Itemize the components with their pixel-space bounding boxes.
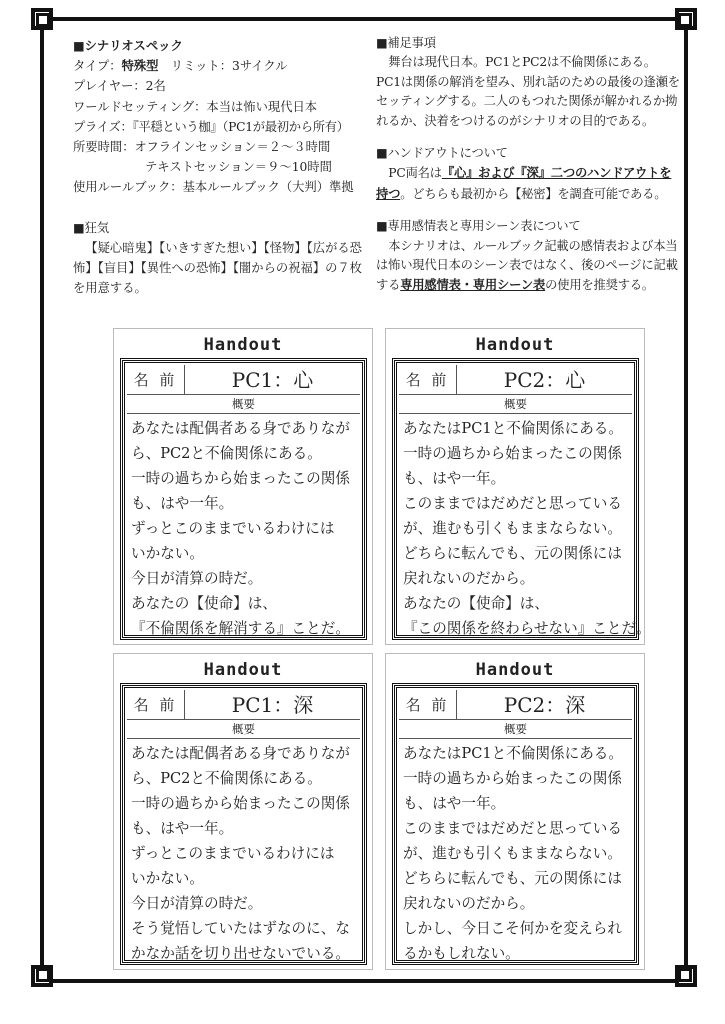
spec-players: プレイヤー：2名 — [73, 79, 166, 94]
handout-name: PC2：深 — [503, 693, 586, 717]
handout-card — [385, 653, 645, 970]
handout-line: ら、PC2と不倫関係にある。 — [131, 445, 322, 462]
text: 。どちらも最初から【秘密】を調査可能である。 — [400, 186, 667, 201]
name-label: 名 前 — [399, 690, 457, 719]
summary-label: 概要 — [399, 720, 632, 739]
name-label: 名 前 — [127, 690, 185, 719]
handout-box — [392, 683, 639, 965]
name-label: 名 前 — [399, 365, 457, 394]
handout-line: 『不倫関係を解消する』ことだ。 — [131, 620, 350, 637]
summary-label: 概要 — [127, 395, 360, 414]
text: PC両名は — [388, 166, 442, 181]
handout-line: あなたはPC1と不倫関係にある。 — [403, 420, 623, 437]
handout-line: 一時の過ちから始まったこの関係 — [131, 795, 350, 812]
handout-line: しかし、今日こそ何かを変えられ — [403, 920, 622, 937]
corner-ornament — [31, 8, 53, 30]
notes-column — [376, 34, 680, 296]
handout-line: が、進むも引くもままならない。 — [403, 845, 622, 862]
handout-line: も、はや一年。 — [403, 795, 506, 812]
handout-title: Handout — [203, 660, 283, 680]
handout-line: も、はや一年。 — [131, 820, 234, 837]
handout-line: そう覚悟していたはずなのに、な — [131, 920, 350, 937]
handout-card — [113, 328, 373, 645]
spec-heading: ■シナリオスペック — [73, 38, 183, 53]
handout-card — [385, 328, 651, 645]
handout-line: も、はや一年。 — [403, 470, 506, 487]
handout-line: ずっとこのままでいるわけには — [131, 520, 335, 537]
handout-line: 戻れないのだから。 — [403, 570, 535, 587]
handout-line: 一時の過ちから始まったこの関係 — [403, 445, 622, 462]
handout-line: 今日が清算の時だ。 — [131, 570, 263, 587]
handout-line: どちらに転んでも、元の関係には — [403, 870, 622, 887]
handout-line: このままではだめだと思っている — [403, 495, 622, 512]
handout-box — [120, 358, 367, 640]
summary-label: 概要 — [127, 720, 360, 739]
handout-heading: ■ハンドアウトについて — [376, 146, 508, 161]
handout-box — [120, 683, 367, 965]
emphasis: 『心』および『深』二つのハンドアウトを持つ — [376, 165, 672, 201]
corner-ornament — [31, 965, 53, 987]
type-label: タイプ： — [73, 59, 122, 74]
handout-line: るかもしれない。 — [403, 945, 520, 962]
handout-line: 一時の過ちから始まったこの関係 — [131, 470, 350, 487]
spec-type — [73, 56, 363, 76]
handout-line: あなたの【使命】は、 — [131, 595, 277, 612]
handout-line: どちらに転んでも、元の関係には — [403, 545, 622, 562]
spec-prize: プライズ：『平穏という枷』（PC1が最初から所有） — [73, 119, 349, 134]
handout-body — [399, 739, 632, 966]
summary-label: 概要 — [399, 395, 632, 414]
handout-line: も、はや一年。 — [131, 495, 234, 512]
handout-name: PC1：心 — [231, 368, 314, 392]
text: 本シナリオは、ルールブック記載の感情表および本当は怖い現代日本のシーン表ではなく、後のページに記載する — [376, 238, 678, 293]
madness-text: 【疑心暗鬼】【いきすぎた想い】【怪物】【広がる恐怖】【盲目】【異性への恐怖】【闇からの祝福】の７枚を用意する。 — [73, 240, 362, 296]
handout-line: いかない。 — [131, 870, 204, 887]
handout-line: ら、PC2と不倫関係にある。 — [131, 770, 322, 787]
handout-line: このままではだめだと思っている — [403, 820, 622, 837]
supp-text: 舞台は現代日本。PC1とPC2は不倫関係にある。PC1は関係の解消を望み、別れ話のための最後の逢瀬をセッティングする。二人のもつれた関係が解かれるか拗れるか、決着をつけるのがシナリオの目的である。 — [376, 55, 680, 128]
handout-name: PC1：深 — [231, 693, 314, 717]
supp-heading: ■補足事項 — [376, 36, 436, 50]
madness-heading: ■狂気 — [73, 220, 110, 235]
handout-body — [127, 414, 360, 641]
handout-body — [127, 739, 360, 966]
spec-time-text: テキストセッション＝９～10時間 — [145, 160, 332, 175]
handout-title: Handout — [475, 660, 555, 680]
emphasis: 専用感情表・専用シーン表 — [400, 277, 546, 293]
handout-line: いかない。 — [131, 545, 204, 562]
handout-line: 戻れないのだから。 — [403, 895, 535, 912]
handout-line: が、進むも引くもままならない。 — [403, 520, 622, 537]
handout-title: Handout — [203, 335, 283, 355]
handout-line: あなたは配偶者ある身でありなが — [131, 745, 350, 762]
handout-card — [113, 653, 373, 970]
table-heading: ■専用感情表と専用シーン表について — [376, 219, 581, 234]
handout-body — [399, 414, 651, 641]
scenario-spec-column — [73, 36, 363, 298]
type-value: 特殊型 — [121, 58, 159, 74]
corner-ornament — [675, 965, 697, 987]
spec-rulebook: 使用ルールブック：基本ルールブック（大判）準拠 — [73, 180, 354, 195]
table-text — [376, 237, 680, 296]
handout-line: かなか話を切り出せないでいる。 — [131, 945, 350, 962]
corner-ornament — [675, 8, 697, 30]
handout-title: Handout — [475, 335, 555, 355]
handout-line: 一時の過ちから始まったこの関係 — [403, 770, 622, 787]
name-label: 名 前 — [127, 365, 185, 394]
limit: リミット：3サイクル — [158, 59, 288, 74]
spec-time-offline: 所要時間：オフラインセッション＝２～３時間 — [73, 140, 331, 155]
text: の使用を推奨する。 — [545, 278, 654, 293]
spec-world: ワールドセッティング：本当は怖い現代日本 — [73, 99, 318, 114]
handout-box — [392, 358, 651, 640]
handout-text — [376, 163, 680, 204]
handout-line: あなたはPC1と不倫関係にある。 — [403, 745, 623, 762]
handout-line: あなたの【使命】は、 — [403, 595, 549, 612]
handout-name: PC2：心 — [503, 368, 586, 392]
handout-line: ずっとこのままでいるわけには — [131, 845, 335, 862]
handout-line: あなたは配偶者ある身でありなが — [131, 420, 350, 437]
handout-line: 『この関係を終わらせない』ことだ。 — [403, 620, 651, 637]
handout-line: 今日が清算の時だ。 — [131, 895, 263, 912]
